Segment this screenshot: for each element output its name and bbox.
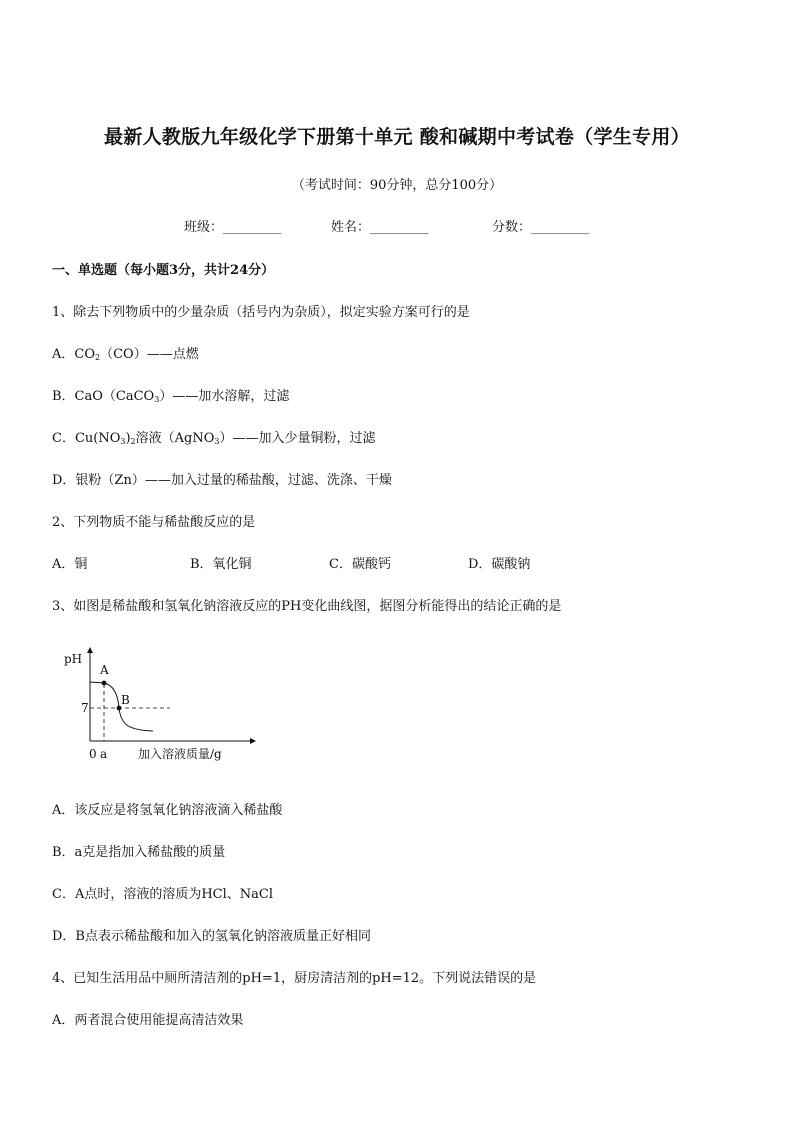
question-2-option-d: D．碳酸钠 (468, 557, 531, 572)
question-2-option-c: C．碳酸钙 (329, 557, 391, 572)
class-field-label: 班级：_________ (184, 220, 282, 235)
point-b-label: B (121, 693, 130, 707)
question-1-option-c: C．$Cu(NO_3)_2$溶液（AgNO$_3$）——加入少量铜粉，过滤 (52, 431, 376, 446)
name-field-label: 姓名：_________ (331, 220, 429, 235)
question-2-option-a: A．铜 (52, 557, 88, 572)
origin-label: 0 (89, 747, 97, 761)
point-a-label: A (100, 663, 109, 677)
ph-curve-graph (58, 646, 258, 771)
question-1-stem: 1、除去下列物质中的少量杂质（括号内为杂质），拟定实验方案可行的是 (52, 305, 470, 320)
x-tick-a: a (100, 747, 108, 761)
question-4-stem: 4、已知生活用品中厕所清洁剂的pH=1，厨房清洁剂的pH=12。下列说法错误的是 (52, 971, 537, 986)
question-2-option-b: B．氧化铜 (190, 557, 252, 572)
point-a-marker (102, 681, 107, 686)
question-3-option-a: A．该反应是将氢氧化钠溶液滴入稀盐酸 (52, 803, 283, 818)
question-3-option-d: D．B点表示稀盐酸和加入的氢氧化钠溶液质量正好相同 (52, 929, 371, 944)
x-axis-label: 加入溶液质量/g (138, 747, 222, 761)
question-4-option-a: A．两者混合使用能提高清洁效果 (52, 1013, 244, 1028)
question-3-option-b: B．a克是指加入稀盐酸的质量 (52, 845, 226, 860)
question-3-stem: 3、如图是稀盐酸和氢氧化钠溶液反应的PH变化曲线图，据图分析能得出的结论正确的是 (52, 599, 562, 614)
section-heading: 一、单选题（每小题3分，共计24分） (52, 263, 275, 278)
page-title: 最新人教版九年级化学下册第十单元 酸和碱期中考试卷（学生专用） (104, 126, 690, 148)
y-tick-7: 7 (81, 701, 89, 715)
question-3-option-c: C．A点时，溶液的溶质为HCl、NaCl (52, 887, 274, 902)
score-field-label: 分数：_________ (492, 220, 590, 235)
question-1-option-d: D．银粉（Zn）——加入过量的稀盐酸，过滤、洗涤、干燥 (52, 473, 392, 488)
exam-subtitle: （考试时间：90分钟，总分100分） (291, 178, 503, 193)
question-1-option-a: A．$CO_2(CO)——$点燃 (52, 347, 199, 362)
y-axis-label: pH (64, 652, 83, 666)
question-2-stem: 2、下列物质不能与稀盐酸反应的是 (52, 515, 256, 530)
question-1-option-b: B．CaO（CaCO$_3$）——加水溶解，过滤 (52, 389, 290, 404)
